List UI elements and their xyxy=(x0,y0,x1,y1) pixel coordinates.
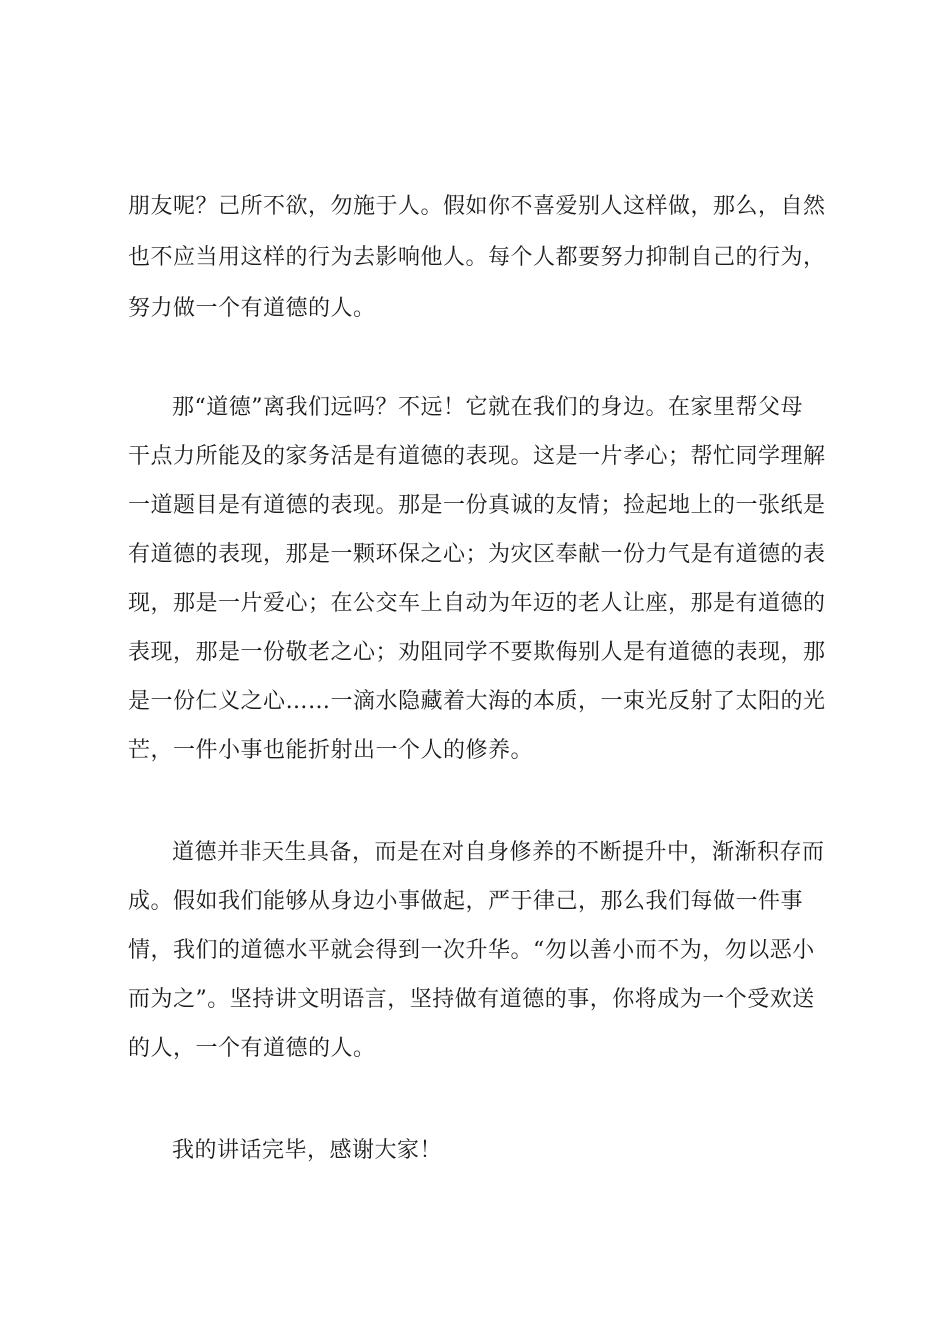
paragraph-line: 现，那是一片爱心；在公交车上自动为年迈的老人让座，那是有道德的 xyxy=(128,591,826,616)
paragraph-line: 的人，一个有道德的人。 xyxy=(128,1036,376,1061)
paragraph-line: 那“道德”离我们远吗？不远！它就在我们的身边。在家里帮父母 xyxy=(172,395,803,420)
paragraph-line: 朋友呢？己所不欲，勿施于人。假如你不喜爱别人这样做，那么，自然 xyxy=(128,194,826,219)
closing-line: 我的讲话完毕，感谢大家！ xyxy=(172,1138,443,1163)
paragraph-line: 成。假如我们能够从身边小事做起，严于律己，那么我们每做一件事 xyxy=(128,889,804,914)
paragraph-line: 道德并非天生具备，而是在对自身修养的不断提升中，渐渐积存而 xyxy=(172,840,825,865)
paragraph-line: 也不应当用这样的行为去影响他人。每个人都要努力抑制自己的行为， xyxy=(128,245,826,270)
paragraph-line: 而为之”。坚持讲文明语言，坚持做有道德的事，你将成为一个受欢送 xyxy=(128,987,815,1012)
paragraph-line: 有道德的表现，那是一颗环保之心；为灾区奉献一份力气是有道德的表 xyxy=(128,542,826,567)
paragraph-line: 表现，那是一份敬老之心；劝阻同学不要欺侮别人是有道德的表现，那 xyxy=(128,640,826,665)
paragraph-line: 一道题目是有道德的表现。那是一份真诚的友情；捡起地上的一张纸是 xyxy=(128,493,826,518)
paragraph-line: 干点力所能及的家务活是有道德的表现。这是一片孝心；帮忙同学理解 xyxy=(128,444,826,469)
paragraph-line: 是一份仁义之心……一滴水隐藏着大海的本质，一束光反射了太阳的光 xyxy=(128,689,826,714)
paragraph-line: 努力做一个有道德的人。 xyxy=(128,296,376,321)
paragraph-line: 情，我们的道德水平就会得到一次升华。“勿以善小而不为，勿以恶小 xyxy=(128,938,815,963)
paragraph-line: 芒，一件小事也能折射出一个人的修养。 xyxy=(128,738,534,763)
